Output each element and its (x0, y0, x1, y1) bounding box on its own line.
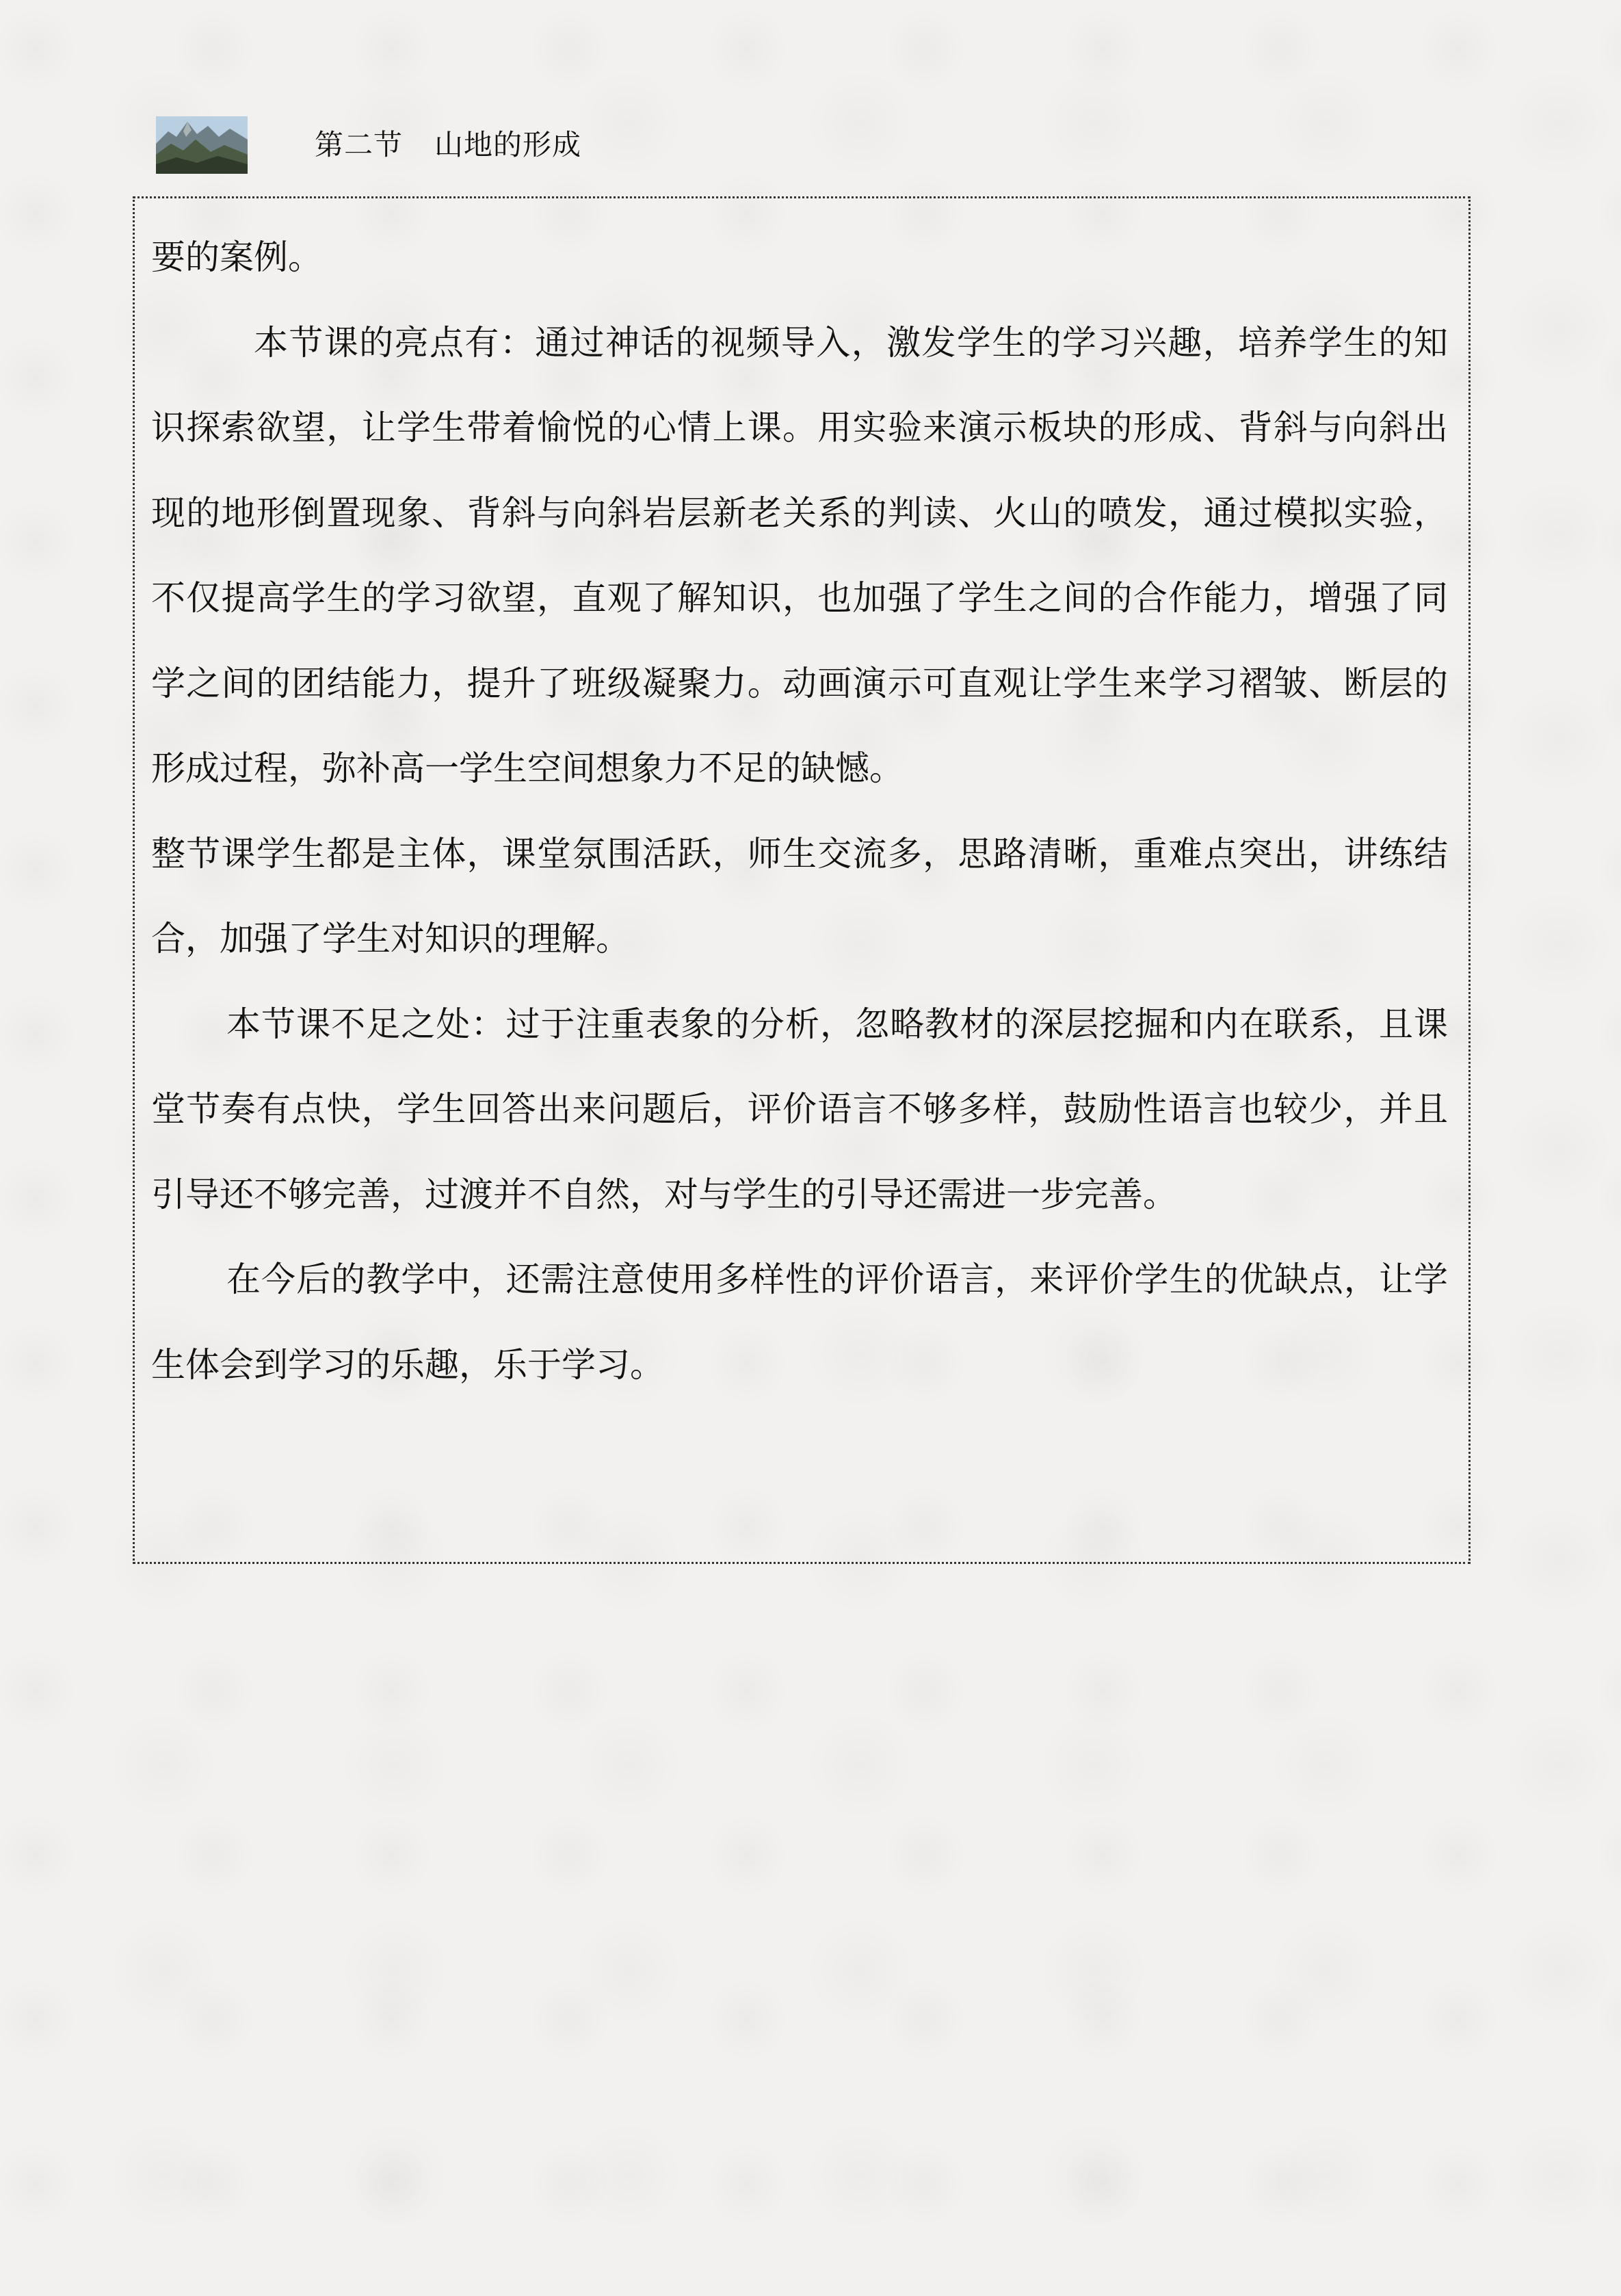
paragraph-shortcomings: 本节课不足之处：过于注重表象的分析，忽略教材的深层挖掘和内在联系，且课堂节奏有点快，学生回答出来问题后，评价语言不够多样，鼓励性语言也较少，并且引导还不够完善，过渡并不自然，对与学生的引导还需进一步完善。 (151, 1004, 1448, 1214)
paragraph-future-plans: 在今后的教学中，还需注意使用多样性的评价语言，来评价学生的优缺点，让学生体会到学习的乐趣，乐于学习。 (151, 1260, 1448, 1385)
reflection-text-box (133, 196, 1471, 1564)
header-title (315, 125, 581, 166)
page-header (156, 116, 1455, 174)
paragraph-student-centered: 整节课学生都是主体，课堂氛围活跃，师生交流多，思路清晰，重难点突出，讲练结合，加强了学生对知识的理解。 (151, 833, 1448, 958)
section-label: 第二节 (315, 128, 404, 161)
section-title: 山地的形成 (434, 128, 582, 161)
paragraph-continuation: 要的案例。 (151, 237, 322, 277)
paragraph-highlights: 本节课的亮点有：通过神话的视频导入，激发学生的学习兴趣，培养学生的知识探索欲望，让学生带着愉悦的心情上课。用实验来演示板块的形成、背斜与向斜出现的地形倒置现象、背斜与向斜岩层新老关系的判读、火山的喷发，通过模拟实验，不仅提高学生的学习欲望，直观了解知识，也加强了学生之间的合作能力，增强了同学之间的团结能力，提升了班级凝聚力。动画演示可直观让学生来学习褶皱、断层的形成过程，弥补高一学生空间想象力不足的缺憾。 (151, 322, 1448, 788)
mountain-landscape-icon (156, 116, 248, 174)
